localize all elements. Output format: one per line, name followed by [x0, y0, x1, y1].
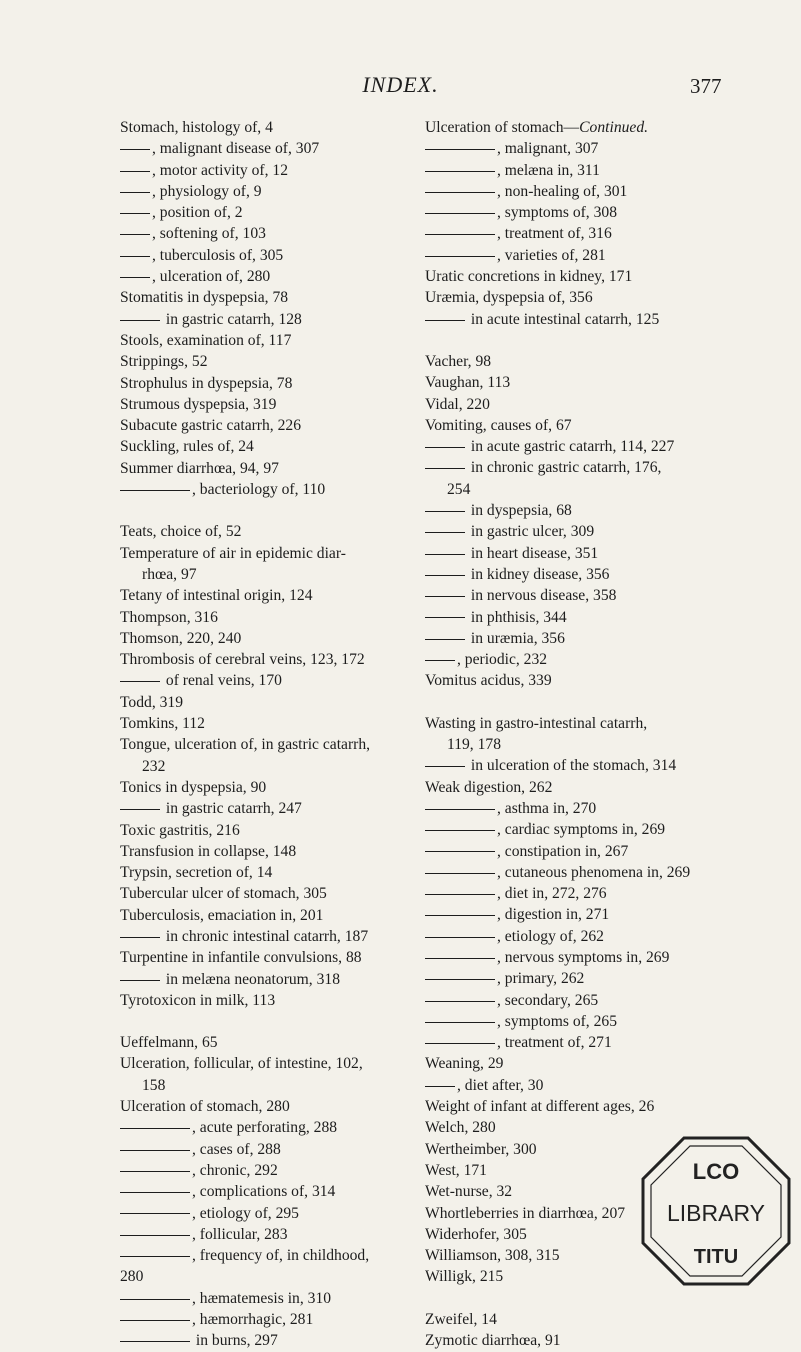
entry-text: in burns, 297 [192, 1332, 278, 1350]
entry-text: , diet in, 272, 276 [497, 885, 607, 903]
index-entry [120, 777, 460, 798]
entry-text: , softening of, 103 [152, 225, 266, 243]
index-entry [120, 756, 460, 777]
index-entry [120, 585, 460, 606]
index-entry [120, 883, 460, 904]
ditto-rule [120, 1150, 190, 1151]
index-subentry [120, 1309, 460, 1330]
entry-text: Strophulus in dyspepsia, 78 [120, 374, 293, 392]
index-subentry [120, 266, 460, 287]
entry-text: , etiology of, 295 [192, 1204, 299, 1222]
index-entry [120, 905, 460, 926]
entry-text: , ulceration of, 280 [152, 268, 271, 286]
index-subentry [425, 649, 741, 670]
entry-text: Toxic gastritis, 216 [120, 821, 240, 839]
index-entry [120, 628, 460, 649]
index-subentry [425, 585, 741, 606]
ditto-rule [120, 256, 150, 257]
index-subentry [425, 543, 741, 564]
entry-text: in chronic intestinal catarrh, 187 [162, 927, 369, 945]
entry-text: Wasting in gastro-intestinal catarrh, [425, 714, 648, 732]
page-number: 377 [690, 74, 722, 98]
entry-text: Whortleberries in diarrhœa, 207 [425, 1204, 626, 1222]
ditto-rule [425, 766, 465, 767]
entry-text: in dyspepsia, 68 [467, 502, 572, 520]
index-entry [425, 1053, 741, 1074]
entry-text: in ulceration of the stomach, 314 [467, 757, 677, 775]
entry-text: , secondary, 265 [497, 991, 599, 1009]
entry-text: , cardiac symptoms in, 269 [497, 821, 666, 839]
entry-text: Ulceration, follicular, of intestine, 102, [120, 1055, 363, 1073]
section-gap [425, 330, 741, 351]
entry-text: Tuberculosis, emaciation in, 201 [120, 906, 324, 924]
index-subentry [425, 607, 741, 628]
entry-text: , symptoms of, 265 [497, 1012, 617, 1030]
index-subentry [120, 1245, 460, 1266]
ditto-rule [425, 192, 495, 193]
entry-text: , bacteriology of, 110 [192, 481, 326, 499]
ditto-rule [120, 171, 150, 172]
entry-text: , asthma in, 270 [497, 799, 597, 817]
entry-text: , malignant disease of, 307 [152, 140, 320, 158]
ditto-rule [120, 937, 160, 938]
ditto-rule [425, 979, 495, 980]
index-subentry [425, 968, 741, 989]
index-subentry [120, 1288, 460, 1309]
entry-text: , tuberculosis of, 305 [152, 246, 284, 264]
index-subentry [425, 990, 741, 1011]
entry-text: Tomkins, 112 [120, 715, 205, 733]
entry-text: , treatment of, 316 [497, 225, 612, 243]
entry-text: , malignant, 307 [497, 140, 599, 158]
index-entry [120, 692, 460, 713]
index-entry [120, 415, 460, 436]
ditto-rule [425, 554, 465, 555]
ditto-rule [120, 1235, 190, 1236]
entry-text: in phthisis, 344 [467, 608, 567, 626]
index-entry [120, 713, 460, 734]
entry-text: 158 [142, 1076, 166, 1094]
ditto-rule [425, 660, 455, 661]
index-subentry [425, 1075, 741, 1096]
index-subentry [425, 309, 741, 330]
entry-text: in acute gastric catarrh, 114, 227 [467, 438, 675, 456]
index-subentry [120, 969, 460, 990]
index-entry [120, 1075, 460, 1096]
ditto-rule [425, 1001, 495, 1002]
entry-text: in chronic gastric catarrh, 176, [467, 459, 662, 477]
entry-text: Uratic concretions in kidney, 171 [425, 268, 633, 286]
entry-text: , diet after, 30 [457, 1076, 544, 1094]
index-entry [425, 1309, 741, 1330]
ditto-rule [425, 575, 465, 576]
entry-text: Ueffelmann, 65 [120, 1034, 218, 1052]
index-subentry [120, 138, 460, 159]
index-entry [120, 521, 460, 542]
entry-text: Teats, choice of, 52 [120, 523, 242, 541]
index-subentry [425, 160, 741, 181]
entry-text: Temperature of air in epidemic diar- [120, 544, 346, 562]
entry-text: Weak digestion, 262 [425, 778, 553, 796]
entry-text: 232 [142, 757, 166, 775]
entry-text: , cutaneous phenomena in, 269 [497, 863, 691, 881]
ditto-rule [120, 490, 190, 491]
ditto-rule [120, 1192, 190, 1193]
ditto-rule [425, 851, 495, 852]
entry-text: , motor activity of, 12 [152, 161, 288, 179]
entry-text: Thompson, 316 [120, 608, 218, 626]
entry-text: Strippings, 52 [120, 353, 208, 371]
index-subentry [120, 202, 460, 223]
entry-text: in kidney disease, 356 [467, 565, 610, 583]
entry-text: 119, 178 [447, 736, 501, 754]
entry-text: in melæna neonatorum, 318 [162, 970, 340, 988]
index-subentry [425, 521, 741, 542]
entry-text: , frequency of, in childhood, [192, 1247, 370, 1265]
ditto-rule [425, 213, 495, 214]
index-entry [120, 1096, 460, 1117]
entry-text: Uræmia, dyspepsia of, 356 [425, 289, 593, 307]
index-subentry [120, 223, 460, 244]
index-entry [120, 841, 460, 862]
index-subentry [120, 798, 460, 819]
entry-text: , varieties of, 281 [497, 246, 606, 264]
entry-text: Todd, 319 [120, 693, 184, 711]
ditto-rule [425, 894, 495, 895]
entry-text: Trypsin, secretion of, 14 [120, 864, 273, 882]
index-subentry [425, 202, 741, 223]
index-entry [120, 649, 460, 670]
entry-text: , symptoms of, 308 [497, 204, 617, 222]
entry-text: 280 [120, 1268, 144, 1286]
entry-text: Stomach, histology of, 4 [120, 119, 273, 136]
entry-text: Vaughan, 113 [425, 374, 511, 392]
entry-text: in heart disease, 351 [467, 544, 599, 562]
entry-text: , follicular, 283 [192, 1225, 288, 1243]
index-subentry [120, 1330, 460, 1351]
entry-text: in nervous disease, 358 [467, 587, 617, 605]
index-subentry [425, 904, 741, 925]
stamp-bottom-text: TITU [693, 1246, 739, 1268]
entry-text: Welch, 280 [425, 1119, 496, 1137]
entry-text: Vacher, 98 [425, 352, 492, 370]
index-subentry [425, 1011, 741, 1032]
index-entry [425, 734, 741, 755]
entry-text: Stools, examination of, 117 [120, 331, 292, 349]
ditto-rule [425, 234, 495, 235]
index-subentry [120, 1117, 460, 1138]
entry-text: Thrombosis of cerebral veins, 123, 172 [120, 651, 365, 669]
index-subentry [425, 841, 741, 862]
ditto-rule [425, 171, 495, 172]
entry-text: , constipation in, 267 [497, 842, 629, 860]
ditto-rule [120, 234, 150, 235]
index-subentry [120, 1181, 460, 1202]
index-entry [425, 479, 741, 500]
entry-text: , etiology of, 262 [497, 927, 604, 945]
index-subentry [120, 670, 460, 691]
index-subentry [425, 926, 741, 947]
entry-text: , treatment of, 271 [497, 1034, 612, 1052]
index-subentry [120, 926, 460, 947]
index-subentry [425, 628, 741, 649]
ditto-rule [120, 1171, 190, 1172]
ditto-rule [425, 256, 495, 257]
ditto-rule [120, 192, 150, 193]
ditto-rule [425, 873, 495, 874]
index-subentry [120, 1139, 460, 1160]
ditto-rule [120, 1213, 190, 1214]
entry-text: Thomson, 220, 240 [120, 629, 242, 647]
ditto-rule [120, 1320, 190, 1321]
entry-text: , cases of, 288 [192, 1140, 281, 1158]
ditto-rule [120, 809, 160, 810]
ditto-rule [425, 447, 465, 448]
entry-text: Suckling, rules of, 24 [120, 438, 254, 456]
entry-text: in uræmia, 356 [467, 629, 565, 647]
ditto-rule [425, 511, 465, 512]
entry-text: , periodic, 232 [457, 651, 548, 669]
index-entry [425, 777, 741, 798]
entry-text: Willigk, 215 [425, 1268, 504, 1286]
index-entry [120, 607, 460, 628]
index-entry [120, 330, 460, 351]
entry-text: Stomatitis in dyspepsia, 78 [120, 289, 289, 307]
index-entry [120, 543, 460, 564]
entry-text: , primary, 262 [497, 970, 585, 988]
index-subentry [425, 223, 741, 244]
index-subentry [425, 1032, 741, 1053]
index-entry [425, 394, 741, 415]
entry-text: Subacute gastric catarrh, 226 [120, 417, 301, 435]
index-entry [120, 436, 460, 457]
index-subentry [425, 500, 741, 521]
ditto-rule [425, 809, 495, 810]
ditto-rule [425, 830, 495, 831]
ditto-rule [425, 596, 465, 597]
index-entry [425, 266, 741, 287]
entry-text: Wet-nurse, 32 [425, 1183, 513, 1201]
index-entry [120, 734, 460, 755]
entry-text: , hæmorrhagic, 281 [192, 1311, 314, 1329]
entry-text: in gastric catarrh, 247 [162, 800, 302, 818]
entry-text: Transfusion in collapse, 148 [120, 842, 297, 860]
index-subentry [120, 1224, 460, 1245]
index-subentry [425, 138, 741, 159]
entry-text: Widerhofer, 305 [425, 1225, 527, 1243]
entry-text: rhœa, 97 [142, 565, 197, 583]
index-subentry [425, 798, 741, 819]
index-entry [120, 287, 460, 308]
ditto-rule [425, 937, 495, 938]
ditto-rule [120, 1299, 190, 1300]
ditto-rule [425, 915, 495, 916]
index-entry [120, 1053, 460, 1074]
entry-text: 254 [447, 480, 471, 498]
entry-text: , digestion in, 271 [497, 906, 610, 924]
entry-text: , acute perforating, 288 [192, 1119, 338, 1137]
ditto-rule [425, 532, 465, 533]
index-entry [425, 1096, 741, 1117]
ditto-rule [425, 468, 465, 469]
index-entry [425, 1330, 741, 1351]
ditto-rule [425, 958, 495, 959]
entry-text: Weight of infant at different ages, 26 [425, 1098, 655, 1116]
index-subentry [120, 181, 460, 202]
ditto-rule [120, 681, 160, 682]
entry-text: , chronic, 292 [192, 1161, 278, 1179]
entry-text: Weaning, 29 [425, 1055, 504, 1073]
index-entry [120, 1032, 460, 1053]
index-subentry [120, 245, 460, 266]
ditto-rule [425, 1022, 495, 1023]
entry-text: Zweifel, 14 [425, 1310, 497, 1328]
index-entry [425, 351, 741, 372]
entry-text: , position of, 2 [152, 204, 243, 222]
ditto-rule [120, 277, 150, 278]
entry-text: Tetany of intestinal origin, 124 [120, 587, 313, 605]
entry-text: Tubercular ulcer of stomach, 305 [120, 885, 327, 903]
index-subentry [425, 436, 741, 457]
index-entry [425, 415, 741, 436]
continued-label: Continued. [579, 119, 649, 136]
entry-text: Tonics in dyspepsia, 90 [120, 778, 267, 796]
entry-text: , non-healing of, 301 [497, 182, 628, 200]
entry-text: , nervous symptoms in, 269 [497, 948, 670, 966]
entry-text: of renal veins, 170 [162, 672, 282, 690]
ditto-rule [120, 149, 150, 150]
index-entry [120, 1266, 460, 1287]
index-entry [120, 990, 460, 1011]
index-entry [120, 394, 460, 415]
index-subentry [120, 160, 460, 181]
ditto-rule [425, 617, 465, 618]
section-gap [120, 500, 460, 521]
index-entry [120, 373, 460, 394]
index-entry [120, 351, 460, 372]
index-subentry [120, 1203, 460, 1224]
running-head: INDEX. [362, 72, 439, 97]
index-subentry [120, 1160, 460, 1181]
section-gap [120, 1011, 460, 1032]
stamp-top-text: LCO [692, 1159, 740, 1184]
entry-text: Ulceration of stomach, 280 [120, 1098, 290, 1116]
stamp-middle-text: LIBRARY [666, 1200, 766, 1226]
index-entry [425, 372, 741, 393]
entry-text: Turpentine in infantile convulsions, 88 [120, 949, 362, 967]
section-gap [425, 1288, 741, 1309]
index-entry [120, 458, 460, 479]
ditto-rule [425, 149, 495, 150]
entry-text: , hæmatemesis in, 310 [192, 1289, 332, 1307]
entry-text: Williamson, 308, 315 [425, 1247, 560, 1265]
index-subentry [425, 883, 741, 904]
index-entry [425, 713, 741, 734]
index-entry [120, 564, 460, 585]
index-subentry [425, 564, 741, 585]
entry-text: Ulceration of stomach— [425, 119, 580, 136]
entry-text: in gastric catarrh, 128 [162, 310, 302, 328]
ditto-rule [120, 213, 150, 214]
index-entry [120, 947, 460, 968]
index-subentry [120, 479, 460, 500]
entry-text: Zymotic diarrhœa, 91 [425, 1332, 561, 1350]
index-entry [425, 670, 741, 691]
ditto-rule [120, 980, 160, 981]
entry-text: West, 171 [425, 1161, 487, 1179]
index-entry [120, 820, 460, 841]
ditto-rule [120, 320, 160, 321]
entry-text: Tyrotoxicon in milk, 113 [120, 991, 276, 1009]
ditto-rule [120, 1128, 190, 1129]
entry-text: Vomiting, causes of, 67 [425, 416, 572, 434]
index-subentry [425, 947, 741, 968]
entry-text: , melæna in, 311 [497, 161, 600, 179]
ditto-rule [425, 639, 465, 640]
index-subentry [425, 755, 741, 776]
ditto-rule [425, 1086, 455, 1087]
entry-text: Wertheimber, 300 [425, 1140, 537, 1158]
index-subentry [425, 457, 741, 478]
library-stamp [640, 1135, 792, 1287]
index-column-left [120, 117, 460, 1352]
index-subentry [425, 862, 741, 883]
ditto-rule [425, 320, 465, 321]
ditto-rule [120, 1256, 190, 1257]
index-entry [425, 117, 741, 138]
ditto-rule [120, 1341, 190, 1342]
index-entry [425, 287, 741, 308]
index-subentry [425, 819, 741, 840]
entry-text: Strumous dyspepsia, 319 [120, 395, 277, 413]
entry-text: Tongue, ulceration of, in gastric catarrh, [120, 736, 371, 754]
index-subentry [120, 309, 460, 330]
index-entry [120, 117, 460, 138]
entry-text: , complications of, 314 [192, 1183, 336, 1201]
entry-text: in gastric ulcer, 309 [467, 523, 595, 541]
ditto-rule [425, 1043, 495, 1044]
index-subentry [425, 181, 741, 202]
entry-text: Vomitus acidus, 339 [425, 672, 552, 690]
index-subentry [425, 245, 741, 266]
section-gap [425, 692, 741, 713]
entry-text: in acute intestinal catarrh, 125 [467, 310, 660, 328]
entry-text: Summer diarrhœa, 94, 97 [120, 459, 279, 477]
index-entry [120, 862, 460, 883]
entry-text: Vidal, 220 [425, 395, 490, 413]
entry-text: , physiology of, 9 [152, 182, 262, 200]
